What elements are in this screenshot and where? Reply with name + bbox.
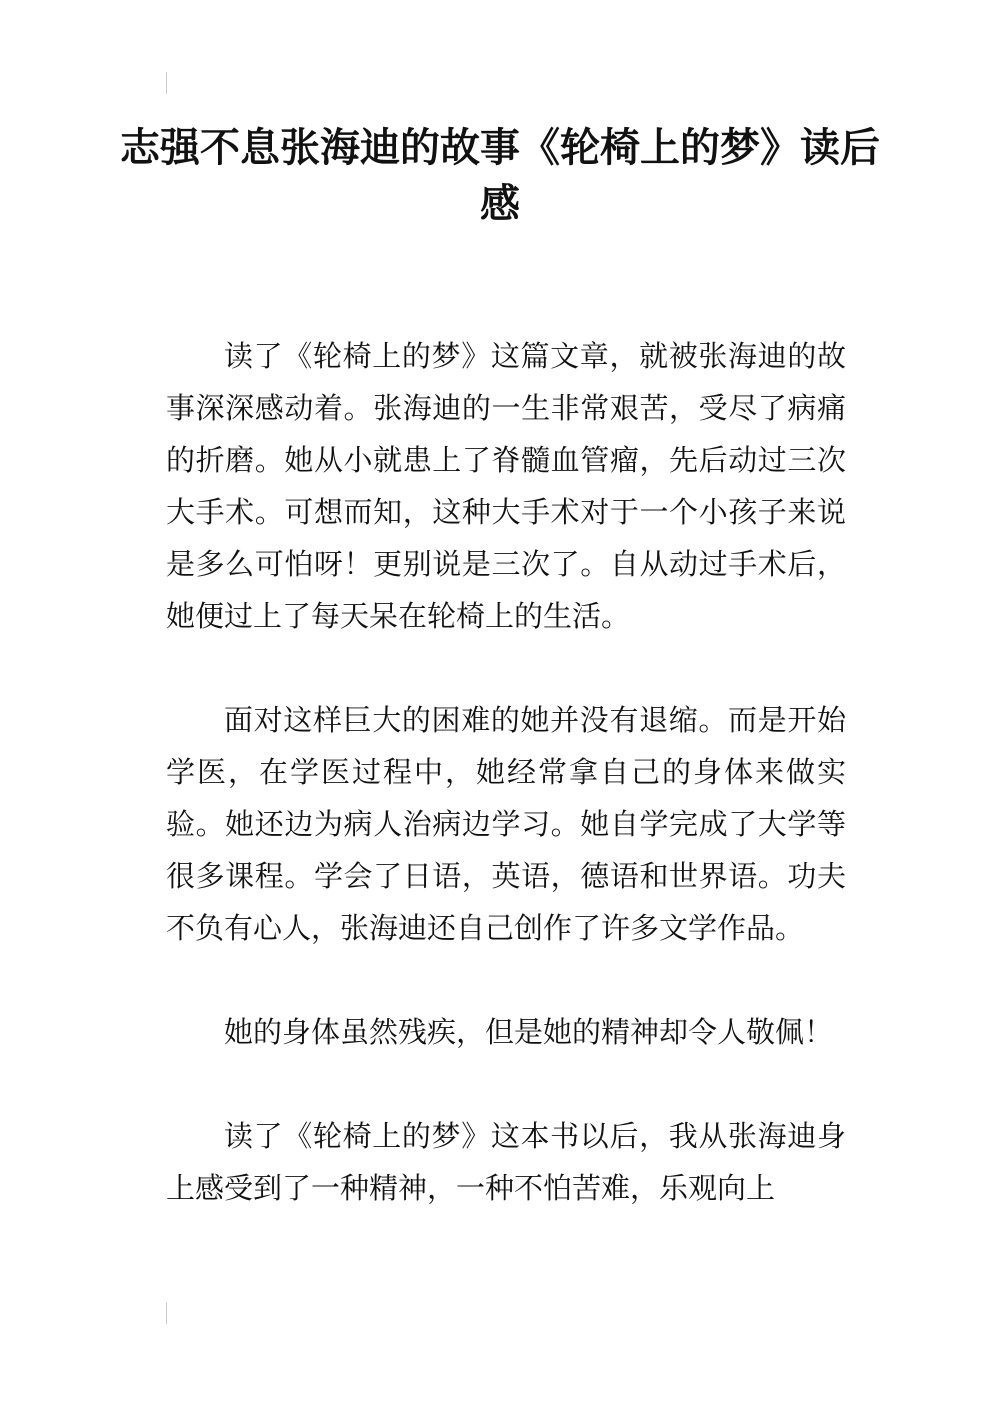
paragraph-1: 读了《轮椅上的梦》这篇文章，就被张海迪的故事深深感动着。张海迪的一生非常艰苦，受尽了病痛的折磨。她从小就患上了脊髓血管瘤，先后动过三次大手术。可想而知，这种大手术对于一个小孩子来说是多么可怕呀！更别说是三次了。自从动过手术后，她便过上了每天呆在轮椅上的生活。 [166, 339, 846, 633]
document-body [166, 330, 846, 1214]
paragraph-gap [166, 1058, 846, 1110]
crop-mark-top [166, 72, 167, 94]
paragraph-2: 面对这样巨大的困难的她并没有退缩。而是开始学医，在学医过程中，她经常拿自己的身体来做实验。她还边为病人治病边学习。她自学完成了大学等很多课程。学会了日语，英语，德语和世界语。功夫不负有心人，张海迪还自己创作了许多文学作品。 [166, 703, 846, 945]
document-title: 志强不息张海迪的故事《轮椅上的梦》读后感 [120, 125, 880, 227]
paragraph-4: 读了《轮椅上的梦》这本书以后，我从张海迪身上感受到了一种精神，一种不怕苦难，乐观向上 [166, 1119, 846, 1205]
paragraph-3: 她的身体虽然残疾，但是她的精神却令人敬佩！ [224, 1015, 834, 1049]
paragraph-gap [166, 954, 846, 1006]
paragraph-gap [166, 642, 846, 694]
crop-mark-bottom [166, 1302, 167, 1324]
